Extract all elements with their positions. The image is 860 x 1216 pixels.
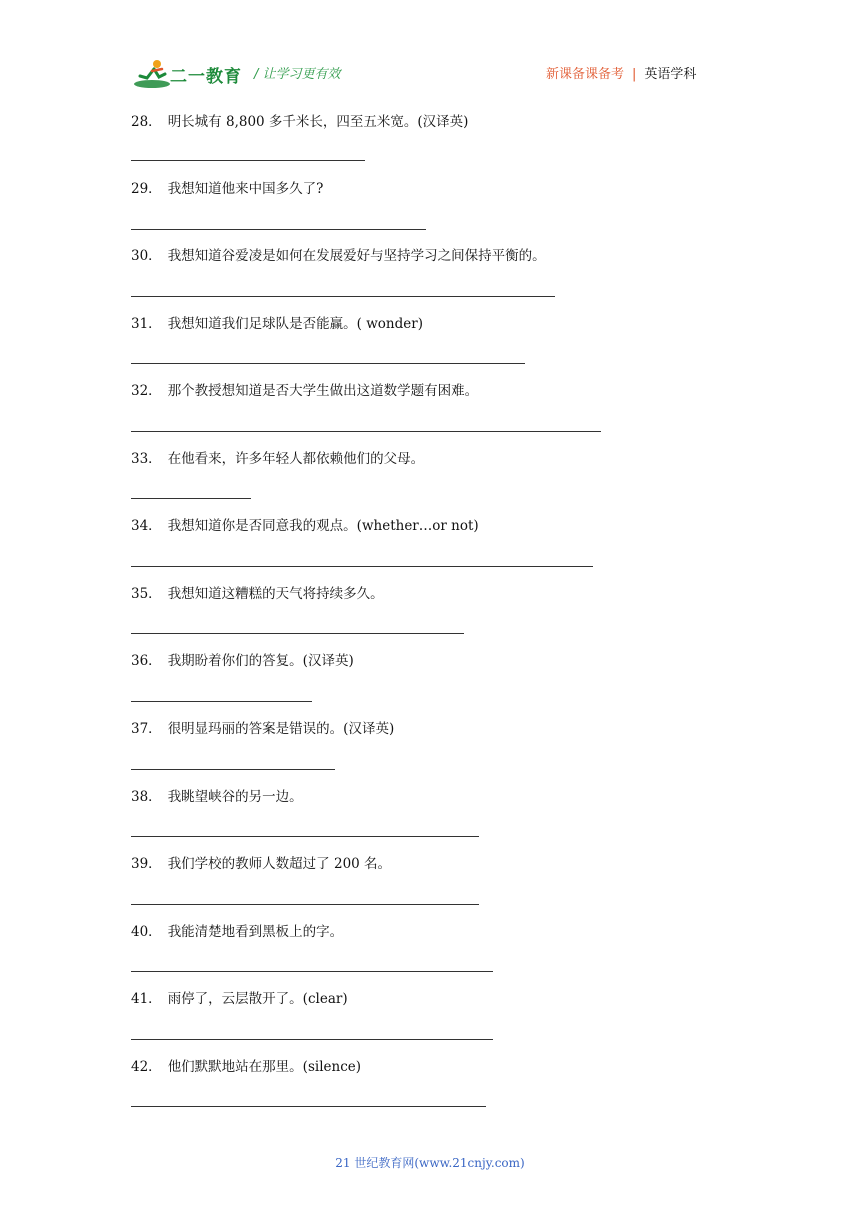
- answer-line-42[interactable]: [131, 1106, 486, 1107]
- question-text: 在他看来，许多年轻人都依赖他们的父母。: [167, 451, 425, 467]
- answer-line-36[interactable]: [131, 701, 312, 702]
- answer-line-39[interactable]: [131, 904, 479, 905]
- answer-line-38[interactable]: [131, 836, 479, 837]
- question-40: [131, 922, 343, 942]
- question-number: 28．: [131, 114, 162, 130]
- answer-line-29[interactable]: [131, 229, 426, 230]
- question-text: 雨停了，云层散开了。(clear): [167, 991, 348, 1007]
- question-text: 我眺望峡谷的另一边。: [167, 789, 303, 805]
- question-36: [131, 651, 354, 671]
- question-text: 我想知道我们足球队是否能赢。( wonder): [167, 316, 423, 332]
- answer-line-32[interactable]: [131, 431, 601, 432]
- page-footer[interactable]: 21 世纪教育网(www.21cnjy.com): [335, 1156, 525, 1170]
- question-text: 很明显玛丽的答案是错误的。(汉译英): [167, 721, 395, 737]
- question-text: 我想知道你是否同意我的观点。(whether…or not): [167, 518, 479, 534]
- question-31: [131, 314, 423, 334]
- question-33: [131, 449, 424, 469]
- question-text: 那个教授想知道是否大学生做出这道数学题有困难。: [167, 383, 479, 399]
- answer-line-40[interactable]: [131, 971, 493, 972]
- question-39: [131, 854, 391, 874]
- page-header: [0, 0, 860, 100]
- question-42: [131, 1057, 361, 1077]
- header-separator: |: [632, 67, 637, 82]
- question-number: 41．: [131, 991, 162, 1007]
- question-number: 35．: [131, 586, 162, 602]
- answer-line-31[interactable]: [131, 363, 525, 364]
- question-text: 我想知道谷爱凌是如何在发展爱好与坚持学习之间保持平衡的。: [167, 248, 546, 264]
- question-text: 明长城有 8,800 多千米长，四至五米宽。(汉译英): [167, 114, 469, 130]
- course-label: 新课备课备考: [546, 67, 625, 82]
- question-number: 33．: [131, 451, 162, 467]
- answer-line-34[interactable]: [131, 566, 593, 567]
- question-number: 30．: [131, 248, 162, 264]
- question-35: [131, 584, 384, 604]
- question-text: 他们默默地站在那里。(silence): [167, 1059, 362, 1075]
- question-37: [131, 719, 394, 739]
- answer-line-30[interactable]: [131, 296, 555, 297]
- question-38: [131, 787, 303, 807]
- question-number: 38．: [131, 789, 162, 805]
- answer-line-41[interactable]: [131, 1039, 493, 1040]
- question-30: [131, 246, 546, 266]
- question-text: 我想知道这糟糕的天气将持续多久。: [167, 586, 384, 602]
- question-text: 我们学校的教师人数超过了 200 名。: [167, 856, 392, 872]
- question-29: [131, 179, 323, 199]
- question-text: 我想知道他来中国多久了?: [167, 181, 324, 197]
- answer-line-37[interactable]: [131, 769, 335, 770]
- question-41: [131, 989, 348, 1009]
- question-number: 31．: [131, 316, 162, 332]
- question-number: 36．: [131, 653, 162, 669]
- subject-label: 英语学科: [644, 67, 697, 82]
- question-number: 42．: [131, 1059, 162, 1075]
- question-text: 我期盼着你们的答复。(汉译英): [167, 653, 354, 669]
- question-28: [131, 112, 468, 132]
- question-34: [131, 516, 479, 536]
- question-number: 29．: [131, 181, 162, 197]
- question-text: 我能清楚地看到黑板上的字。: [167, 924, 344, 940]
- question-number: 39．: [131, 856, 162, 872]
- answer-line-33[interactable]: [131, 498, 251, 499]
- answer-line-28[interactable]: [131, 160, 365, 161]
- answer-line-35[interactable]: [131, 633, 464, 634]
- question-number: 34．: [131, 518, 162, 534]
- question-number: 32．: [131, 383, 162, 399]
- question-32: [131, 381, 478, 401]
- question-number: 40．: [131, 924, 162, 940]
- question-number: 37．: [131, 721, 162, 737]
- header-slogan: / 让学习更有效: [254, 67, 341, 82]
- header-course-info: [546, 63, 696, 82]
- logo-text: 二一教育: [170, 67, 242, 87]
